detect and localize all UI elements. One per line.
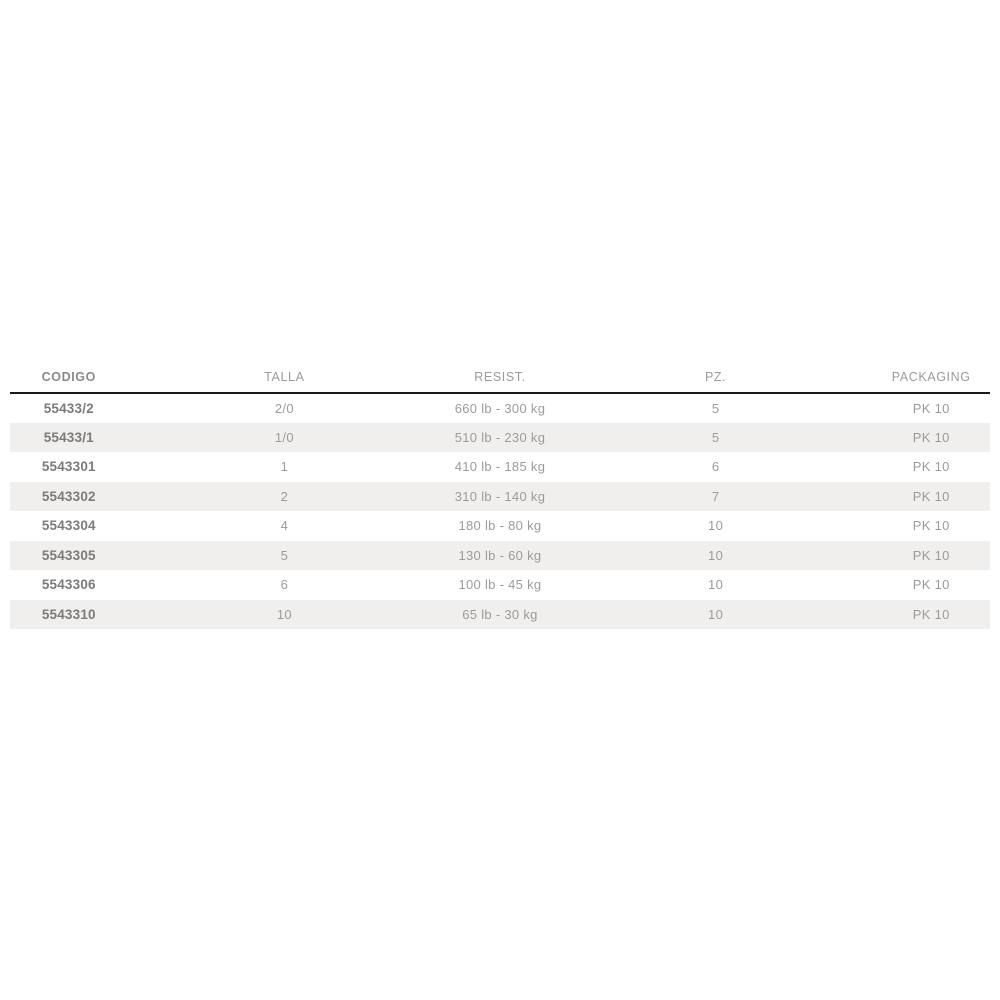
cell-resist: 310 lb - 140 kg bbox=[454, 488, 546, 504]
cell-talla: 1 bbox=[280, 459, 289, 475]
cell-talla: 2 bbox=[280, 488, 289, 504]
column-header-packaging: PACKAGING bbox=[872, 362, 990, 393]
cell-talla: 4 bbox=[280, 518, 289, 534]
cell-packaging: PK 10 bbox=[912, 400, 950, 416]
cell-pz: 10 bbox=[708, 577, 724, 593]
table-header-row bbox=[10, 362, 990, 393]
cell-resist: 180 lb - 80 kg bbox=[458, 518, 542, 534]
cell-codigo: 5543306 bbox=[41, 577, 96, 593]
table-row bbox=[10, 393, 990, 423]
column-header-resist: RESIST. bbox=[441, 362, 559, 393]
cell-resist: 130 lb - 60 kg bbox=[458, 547, 542, 563]
product-spec-table-container bbox=[10, 362, 990, 629]
cell-resist: 65 lb - 30 kg bbox=[462, 606, 538, 622]
table-row bbox=[10, 511, 990, 541]
cell-pz: 5 bbox=[711, 400, 720, 416]
cell-codigo: 5543310 bbox=[41, 606, 96, 622]
table-row bbox=[10, 423, 990, 453]
cell-talla: 1/0 bbox=[274, 429, 294, 445]
cell-talla: 5 bbox=[280, 547, 289, 563]
cell-codigo: 55433/1 bbox=[43, 429, 94, 445]
cell-codigo: 5543304 bbox=[41, 518, 96, 534]
cell-packaging: PK 10 bbox=[912, 429, 950, 445]
cell-pz: 7 bbox=[711, 488, 720, 504]
cell-pz: 10 bbox=[708, 518, 724, 534]
cell-codigo: 55433/2 bbox=[43, 400, 94, 416]
cell-pz: 10 bbox=[708, 547, 724, 563]
product-spec-table bbox=[10, 362, 990, 629]
cell-packaging: PK 10 bbox=[912, 488, 950, 504]
table-row bbox=[10, 482, 990, 512]
column-header-pz: PZ. bbox=[559, 362, 873, 393]
cell-talla: 6 bbox=[280, 577, 289, 593]
cell-packaging: PK 10 bbox=[912, 577, 950, 593]
column-header-codigo: CODIGO bbox=[10, 362, 128, 393]
cell-packaging: PK 10 bbox=[912, 459, 950, 475]
cell-resist: 410 lb - 185 kg bbox=[454, 459, 546, 475]
cell-talla: 2/0 bbox=[274, 400, 294, 416]
cell-pz: 10 bbox=[708, 606, 724, 622]
cell-pz: 5 bbox=[711, 429, 720, 445]
cell-talla: 10 bbox=[276, 606, 292, 622]
cell-resist: 100 lb - 45 kg bbox=[458, 577, 542, 593]
column-header-talla: TALLA bbox=[128, 362, 442, 393]
cell-codigo: 5543305 bbox=[41, 547, 96, 563]
cell-packaging: PK 10 bbox=[912, 606, 950, 622]
table-row bbox=[10, 600, 990, 630]
cell-packaging: PK 10 bbox=[912, 547, 950, 563]
cell-codigo: 5543302 bbox=[41, 488, 96, 504]
cell-resist: 510 lb - 230 kg bbox=[454, 429, 546, 445]
cell-codigo: 5543301 bbox=[41, 459, 96, 475]
table-row bbox=[10, 541, 990, 571]
cell-packaging: PK 10 bbox=[912, 518, 950, 534]
table-row bbox=[10, 570, 990, 600]
table-row bbox=[10, 452, 990, 482]
cell-pz: 6 bbox=[711, 459, 720, 475]
cell-resist: 660 lb - 300 kg bbox=[454, 400, 546, 416]
